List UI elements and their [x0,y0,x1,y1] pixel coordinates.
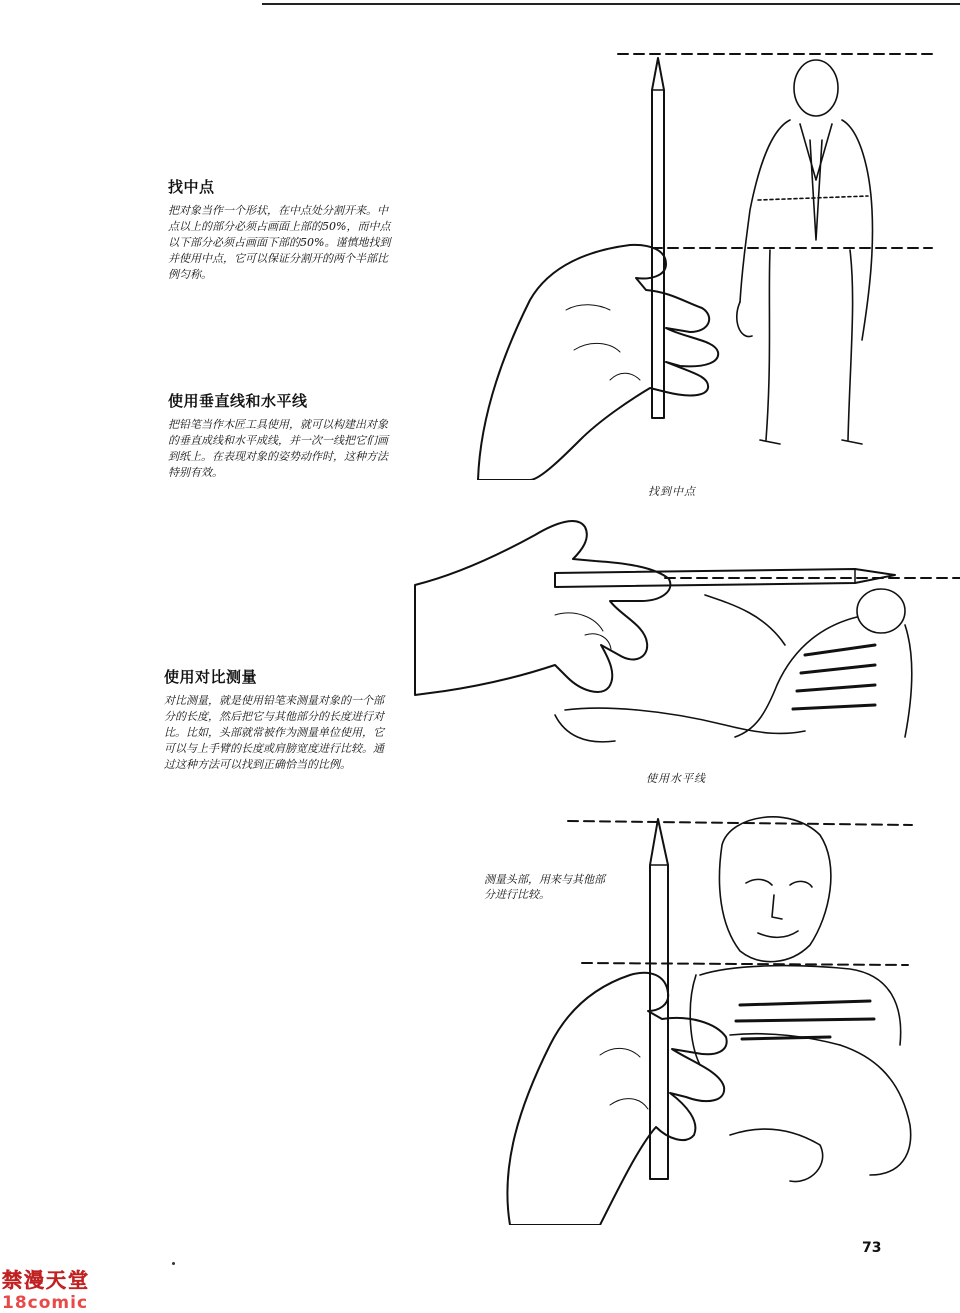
text-comparative-measure: 对比测量，就是使用铅笔来测量对象的一个部 分的长度，然后把它与其他部分的长度进行对 比。比如，头部就常被作为测量单位使用，它 可以与上手臂的长度或肩膀宽度进行比较。通 过这种方法可以找到正确恰当的比例。 [164,694,384,771]
illustration-measure-head [490,805,960,1225]
pencil-measure [650,819,668,1179]
caption-horizontal-line: 使用水平线 [646,772,706,785]
hand-horizontal [415,521,670,695]
hand-measure [507,973,726,1225]
heading-vertical-horizontal: 使用垂直线和水平线 [168,392,308,410]
standing-man-sketch [737,60,873,444]
callout-measure-head: 测量头部，用来与其他部 分进行比较。 [484,873,605,901]
illustration-horizontal-line [405,505,960,765]
heading-comparative-measure: 使用对比测量 [164,668,258,686]
guide-line-chin [582,963,908,965]
text-vertical-horizontal: 把铅笔当作木匠工具使用，就可以构建出对象 的垂直成线和水平成线，并一次一线把它们画 到纸上。在表现对象的姿势动作时，这种方法 特别有效。 [168,418,388,479]
illustration-find-midpoint [470,40,960,480]
section-comparative-measure [164,666,424,773]
reclining-figure-sketch [555,589,912,742]
watermark-line2: 18comic [2,1293,89,1313]
stray-dot [172,1262,175,1265]
watermark-logo [2,1264,112,1313]
heading-find-midpoint: 找中点 [168,178,215,196]
seated-man-sketch [690,817,910,1182]
text-find-midpoint: 把对象当作一个形状，在中点处分割开来。中 点以上的部分必须占画面上部的50%，而中点 以下部分必须占画面下部的50%。谨慎地找到 并使用中点，它可以保证分割开的两个半部比 例匀称。 [168,204,391,281]
top-rule [262,3,960,5]
section-find-midpoint [168,176,428,283]
watermark-line1: 禁漫天堂 [2,1268,90,1292]
hand-vertical [478,245,718,480]
pencil-vertical [652,58,664,418]
page-number: 73 [862,1240,882,1256]
caption-find-midpoint: 找到中点 [648,485,696,498]
section-vertical-horizontal [168,390,428,481]
